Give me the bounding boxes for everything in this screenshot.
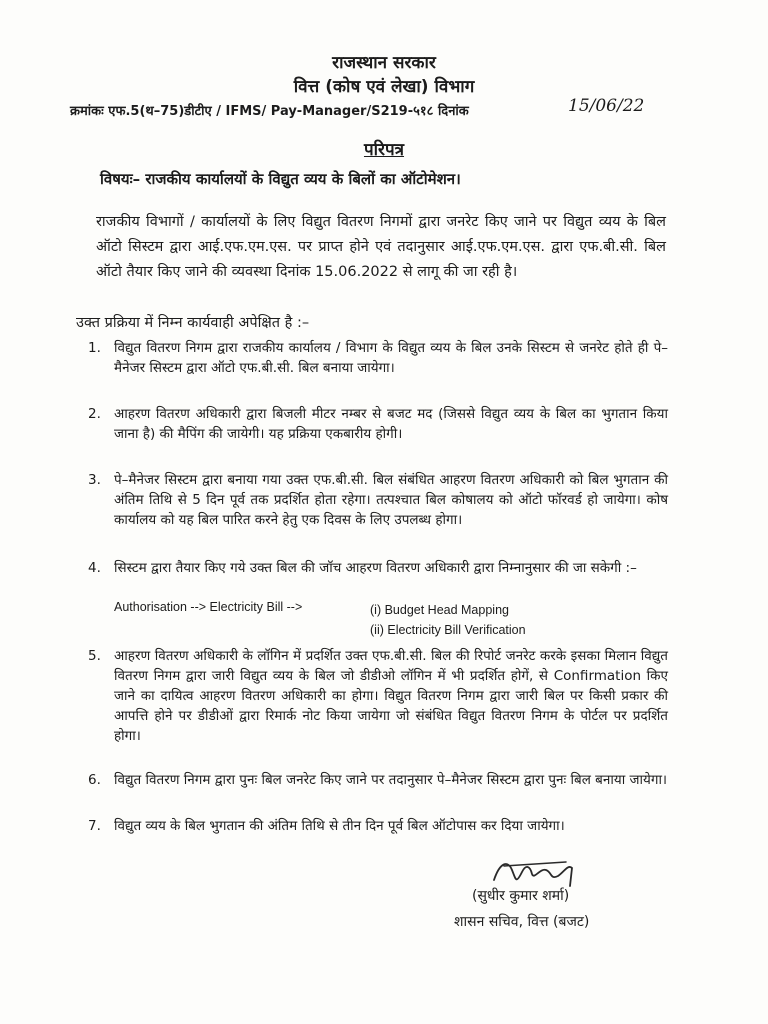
- budget-head-mapping-option: (i) Budget Head Mapping: [370, 603, 509, 617]
- circular-title: परिपत्र: [363, 140, 405, 160]
- list-item: [88, 770, 668, 790]
- item-number: 1.: [88, 340, 101, 356]
- item-text: विद्युत वितरण निगम द्वारा राजकीय कार्यालय / विभाग के विद्युत व्यय के बिल उनके सिस्टम से जनरेट होते ही पे–मैनेजर सिस्टम द्वारा ऑटो एफ.बी.सी. बिल बनाया जायेगा।: [114, 340, 668, 376]
- department-heading: वित्त (कोष एवं लेखा) विभाग: [293, 77, 475, 97]
- reference-line: [70, 96, 710, 119]
- authorisation-path: Authorisation --> Electricity Bill -->: [114, 600, 303, 614]
- list-item: [88, 558, 668, 578]
- item-text: आहरण वितरण अधिकारी द्वारा बिजली मीटर नम्बर से बजट मद (जिससे विद्युत व्यय के बिल का भुगतान किया जाना है) की मैपिंग की जायेगी। यह प्रक्रिया एकबारीय होगी।: [114, 406, 668, 442]
- list-item: [88, 338, 668, 378]
- subject-line: विषयः– राजकीय कार्यालयों के विद्युत व्यय के बिलों का ऑटोमेशन।: [100, 170, 461, 188]
- item-text: विद्युत वितरण निगम द्वारा पुनः बिल जनरेट किए जाने पर तदानुसार पे–मैनेजर सिस्टम द्वारा पुनः बिल बनाया जायेगा।: [114, 772, 668, 788]
- list-item: [88, 816, 668, 836]
- item-text: सिस्टम द्वारा तैयार किए गये उक्त बिल की जॉच आहरण वितरण अधिकारी द्वारा निम्नानुसार की जा सकेगी :–: [114, 560, 637, 576]
- item-text: विद्युत व्यय के बिल भुगतान की अंतिम तिथि से तीन दिन पूर्व बिल ऑटोपास कर दिया जायेगा।: [114, 818, 565, 834]
- list-item: [88, 470, 668, 530]
- item-number: 5.: [88, 648, 101, 664]
- reference-label: क्रमांकः: [70, 104, 104, 119]
- list-item: [88, 646, 668, 746]
- date-label: दिनांक: [437, 104, 469, 119]
- electricity-bill-verification-option: (ii) Electricity Bill Verification: [370, 623, 526, 637]
- item-text: पे–मैनेजर सिस्टम द्वारा बनाया गया उक्त एफ.बी.सी. बिल संबंधित आहरण वितरण अधिकारी को बिल भुगतान की अंतिम तिथि से 5 दिन पूर्व तक प्रदर्शित होता रहेगा। तत्पश्चात बिल कोषालय को ऑटो फॉरवर्ड हो जायेगा। कोष कार्यालय को यह बिल पारित करने हेतु एक दिवस के लिए उपलब्ध होगा।: [114, 472, 668, 528]
- date-value: 15/06/22: [568, 96, 645, 116]
- signatory-designation: शासन सचिव, वित्त (बजट): [454, 914, 590, 930]
- item-number: 3.: [88, 472, 101, 488]
- item-text: आहरण वितरण अधिकारी के लॉगिन में प्रदर्शित उक्त एफ.बी.सी. बिल की रिपोर्ट जनरेट करके इसका मिलान विद्युत वितरण निगम द्वारा जारी विद्युत व्यय के बिल जो डीडीओ लॉगिन में भी प्रदर्शित होगें, से Confirmation किए जाने का दायित्व आहरण वितरण अधिकारी का होगा। विद्युत वितरण निगम द्वारा जारी बिल पर किसी प्रकार की आपत्ति होने पर डीडीओं द्वारा रिमार्क नोट किया जायेगा जो संबंधित विद्युत वितरण निगम के पोर्टल पर प्रदर्शित होगा।: [114, 648, 668, 744]
- item-number: 7.: [88, 818, 101, 834]
- intro-paragraph: राजकीय विभागों / कार्यालयों के लिए विद्युत वितरण निगमों द्वारा जनरेट किए जाने पर विद्युत व्यय के बिल ऑटो सिस्टम द्वारा आई.एफ.एम.एस. पर प्राप्त होने एवं तदानुसार आई.एफ.एम.एस. द्वारा एफ.बी.सी. बिल ऑटो तैयार किए जाने की व्यवस्था दिनांक 15.06.2022 से लागू की जा रही है।: [96, 214, 666, 280]
- item-number: 6.: [88, 772, 101, 788]
- government-heading: राजस्थान सरकार: [332, 53, 436, 73]
- signatory-name: (सुधीर कुमार शर्मा): [472, 888, 570, 904]
- item-number: 2.: [88, 406, 101, 422]
- list-item: [88, 404, 668, 444]
- lead-line: उक्त प्रक्रिया में निम्न कार्यवाही अपेक्षित है :–: [76, 315, 310, 331]
- reference-number: एफ.5(थ–75)डीटीए / IFMS/ Pay-Manager/S219-५१८: [108, 104, 434, 119]
- item-number: 4.: [88, 560, 101, 576]
